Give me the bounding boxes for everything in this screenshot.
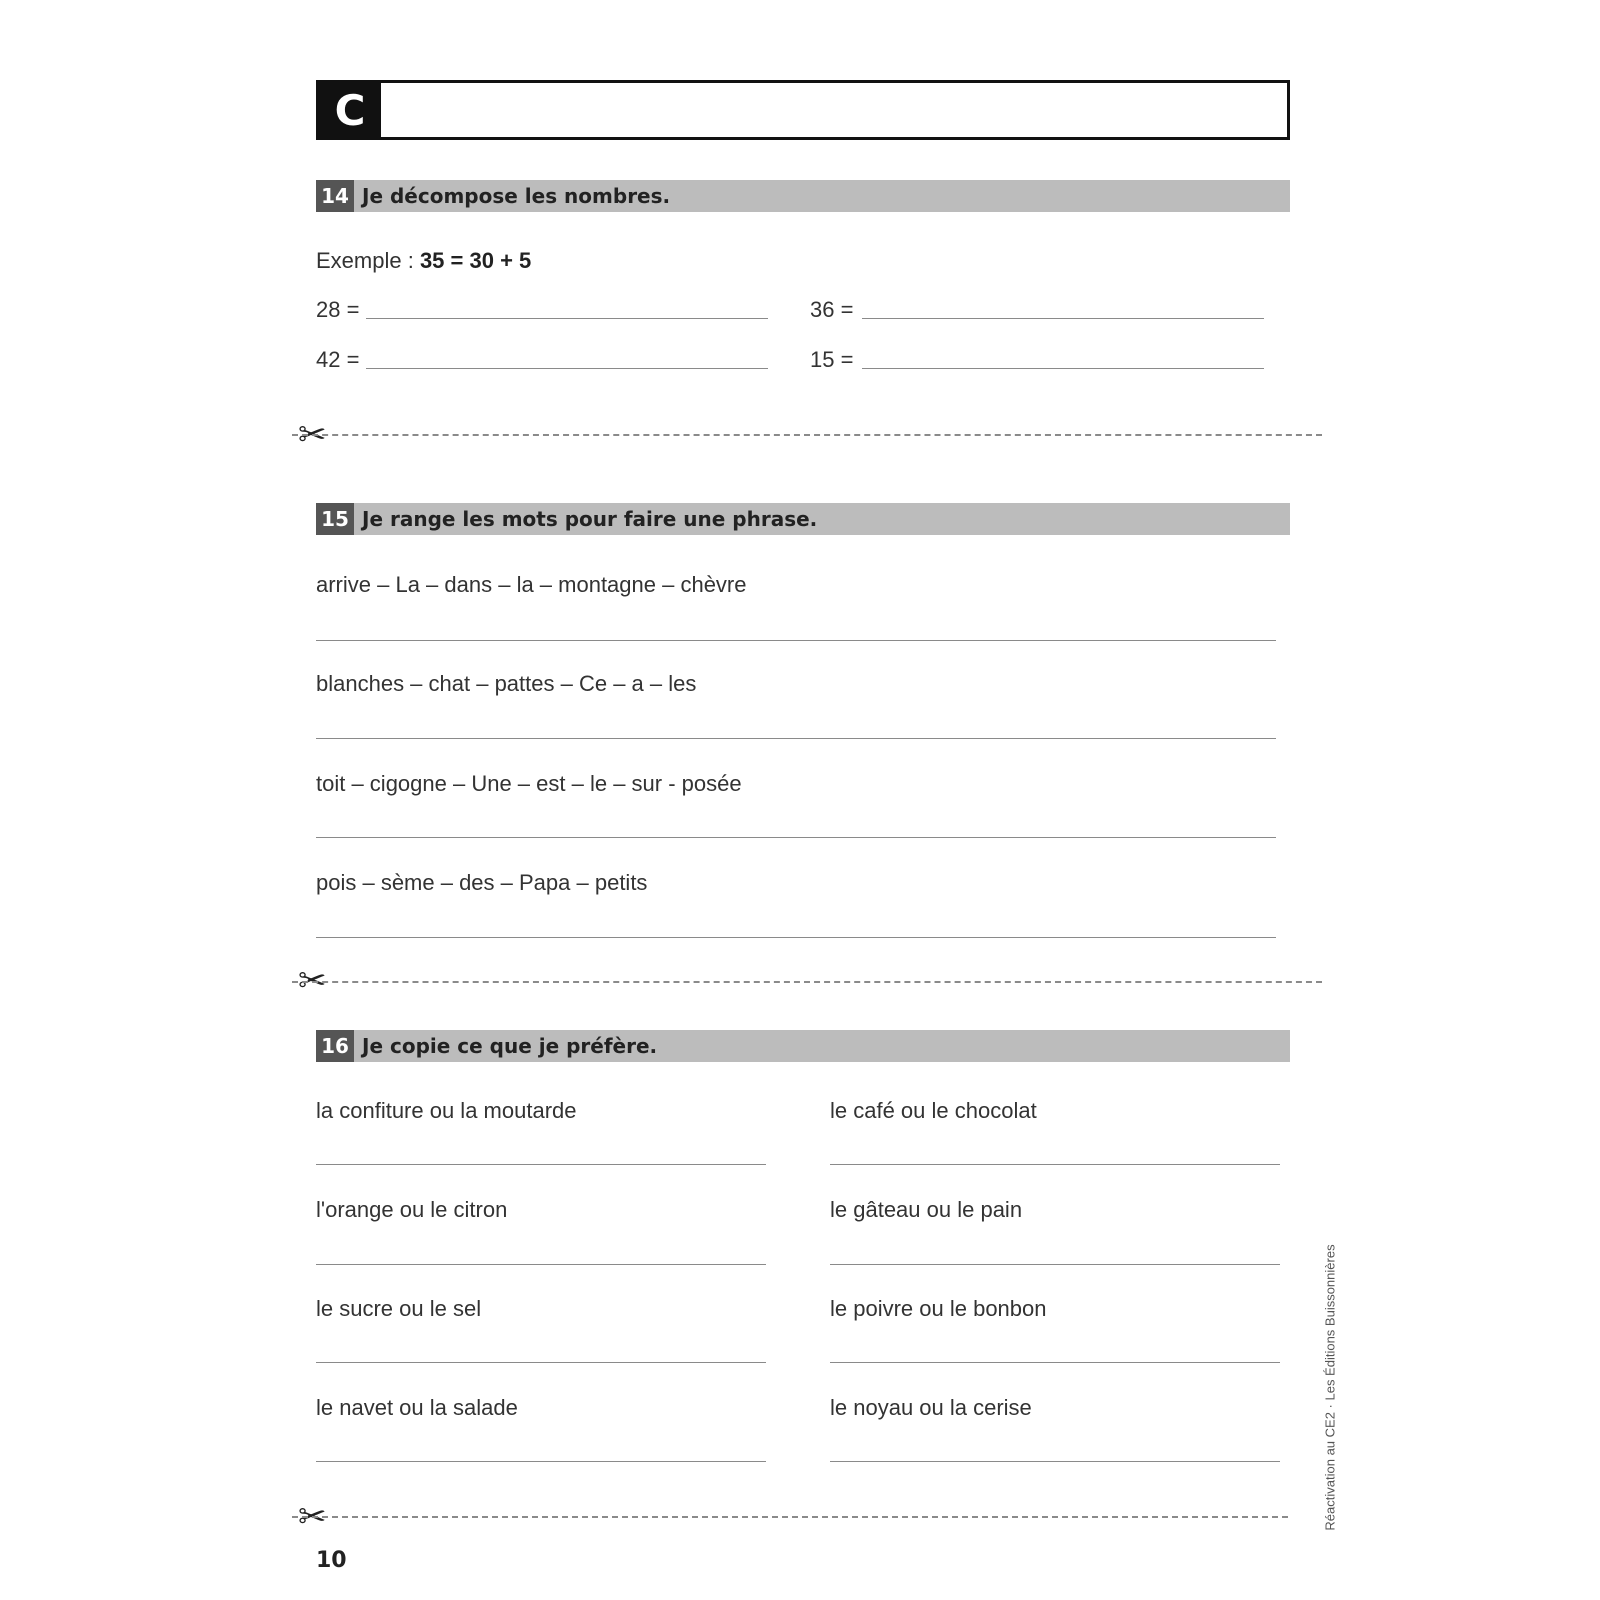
exercise-15-header bbox=[316, 503, 1290, 535]
word-scramble: arrive – La – dans – la – montagne – chèvre bbox=[316, 572, 747, 597]
scissors-icon: ✂ bbox=[298, 961, 327, 1001]
decompose-item: 42 = bbox=[316, 347, 360, 372]
choice-text: l'orange ou le citron bbox=[316, 1197, 508, 1222]
exercise-15-number: 15 bbox=[316, 503, 354, 535]
example-line bbox=[316, 248, 531, 274]
decompose-item: 15 = bbox=[810, 347, 854, 372]
word-scramble: pois – sème – des – Papa – petits bbox=[316, 870, 648, 895]
exercise-14-number: 14 bbox=[316, 180, 354, 212]
answer-line[interactable] bbox=[316, 1164, 766, 1165]
answer-line[interactable] bbox=[316, 1362, 766, 1363]
answer-line[interactable] bbox=[862, 318, 1264, 319]
scissors-icon: ✂ bbox=[298, 415, 327, 455]
section-letter-box bbox=[316, 80, 1290, 140]
answer-line[interactable] bbox=[830, 1164, 1280, 1165]
choice-text: le poivre ou le bonbon bbox=[830, 1296, 1047, 1321]
answer-line[interactable] bbox=[830, 1264, 1280, 1265]
answer-line[interactable] bbox=[316, 837, 1276, 838]
exercise-16-header bbox=[316, 1030, 1290, 1062]
choice-text: le sucre ou le sel bbox=[316, 1296, 482, 1321]
answer-line[interactable] bbox=[862, 368, 1264, 369]
answer-line[interactable] bbox=[366, 318, 768, 319]
choice-text: le café ou le chocolat bbox=[830, 1098, 1037, 1123]
answer-line[interactable] bbox=[316, 738, 1276, 739]
answer-line[interactable] bbox=[830, 1362, 1280, 1363]
answer-line[interactable] bbox=[316, 640, 1276, 641]
decompose-item: 36 = bbox=[810, 297, 854, 322]
section-letter: C bbox=[319, 83, 381, 137]
side-credit: Réactivation au CE2 · Les Éditions Buissonnières bbox=[1322, 1244, 1338, 1531]
answer-line[interactable] bbox=[830, 1461, 1280, 1462]
answer-line[interactable] bbox=[316, 1461, 766, 1462]
cut-line bbox=[292, 1516, 1288, 1518]
exercise-14-header bbox=[316, 180, 1290, 212]
answer-line[interactable] bbox=[316, 1264, 766, 1265]
choice-text: le gâteau ou le pain bbox=[830, 1197, 1023, 1222]
answer-line[interactable] bbox=[316, 937, 1276, 938]
word-scramble: toit – cigogne – Une – est – le – sur - posée bbox=[316, 771, 742, 796]
choice-text: la confiture ou la moutarde bbox=[316, 1098, 577, 1123]
choice-text: le navet ou la salade bbox=[316, 1395, 518, 1420]
example-label: Exemple : bbox=[316, 248, 420, 273]
cut-line bbox=[292, 434, 1322, 436]
exercise-16-number: 16 bbox=[316, 1030, 354, 1062]
word-scramble: blanches – chat – pattes – Ce – a – les bbox=[316, 671, 697, 696]
exercise-14-title: Je décompose les nombres. bbox=[362, 184, 671, 208]
page-number: 10 bbox=[316, 1548, 347, 1573]
example-value: 35 = 30 + 5 bbox=[419, 248, 532, 273]
scissors-icon: ✂ bbox=[298, 1497, 327, 1537]
answer-line[interactable] bbox=[366, 368, 768, 369]
exercise-16-title: Je copie ce que je préfère. bbox=[362, 1034, 658, 1058]
choice-text: le noyau ou la cerise bbox=[830, 1395, 1032, 1420]
decompose-item: 28 = bbox=[316, 297, 360, 322]
exercise-15-title: Je range les mots pour faire une phrase. bbox=[362, 507, 818, 531]
cut-line bbox=[292, 981, 1322, 983]
